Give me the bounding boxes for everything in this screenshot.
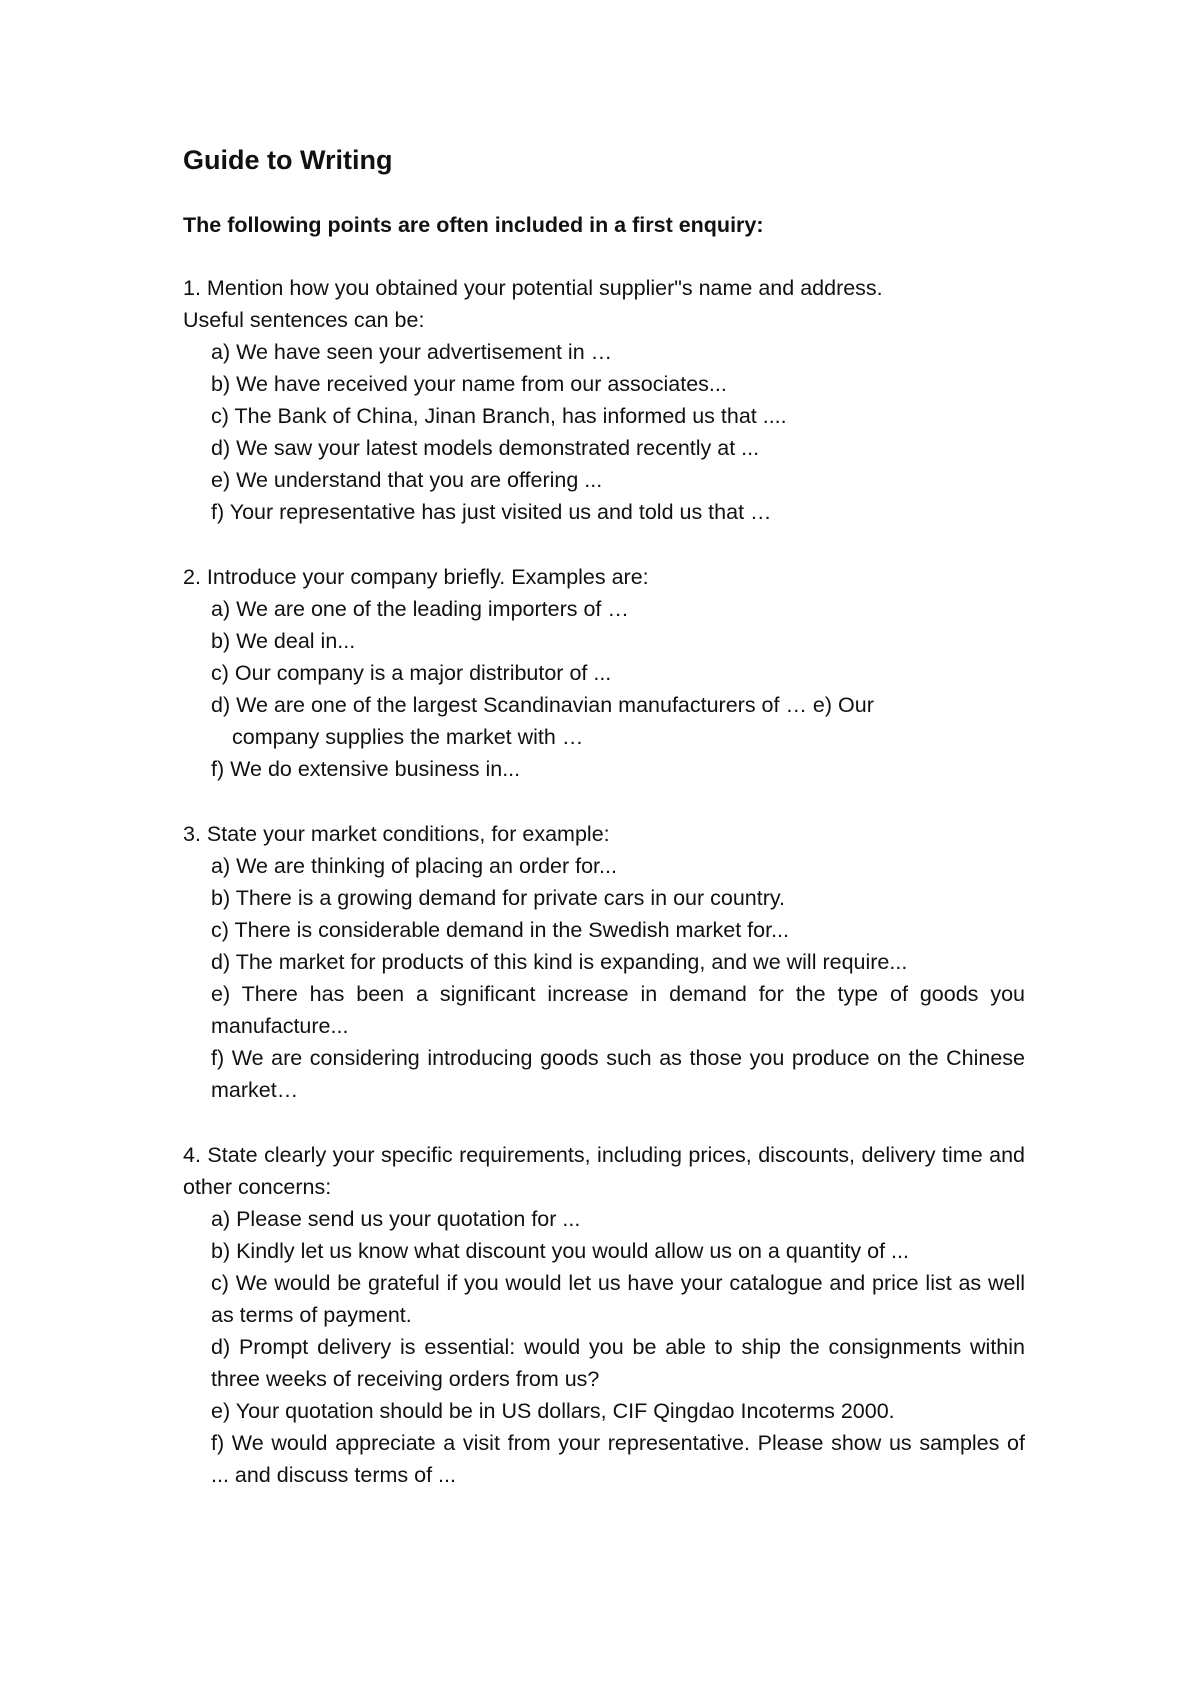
list-item: e) We understand that you are offering ...	[211, 468, 603, 492]
list-item: e) Your quotation should be in US dollars, CIF Qingdao Incoterms 2000.	[211, 1399, 895, 1423]
list-item: b) We deal in...	[211, 629, 356, 653]
list-item: f) We are considering introducing goods such as those you produce on the Chinese market…	[211, 1046, 1025, 1102]
list-item: d) The market for products of this kind is expanding, and we will require...	[211, 950, 908, 974]
list-item: d) Prompt delivery is essential: would you be able to ship the consignments within three weeks of receiving orders from us?	[211, 1335, 1025, 1391]
list-item: a) We are one of the leading importers of …	[211, 597, 629, 621]
list-item: b) We have received your name from our associates...	[211, 372, 727, 396]
section-4	[183, 1139, 1031, 1491]
page-title: Guide to Writing	[183, 145, 393, 175]
list-item: d) We are one of the largest Scandinavian manufacturers of … e) Our company supplies the market with …	[211, 693, 874, 749]
list-item: d) We saw your latest models demonstrated recently at ...	[211, 436, 760, 460]
list-item: f) We do extensive business in...	[211, 757, 521, 781]
list-item: c) The Bank of China, Jinan Branch, has informed us that ....	[211, 404, 787, 428]
page-subtitle: The following points are often included in a first enquiry:	[183, 213, 764, 237]
section-2	[183, 561, 1025, 785]
list-item: a) We have seen your advertisement in …	[211, 340, 613, 364]
list-item: b) There is a growing demand for private cars in our country.	[211, 886, 786, 910]
section-3	[183, 818, 1025, 1106]
example-list	[183, 1203, 1025, 1491]
list-item: f) Your representative has just visited us and told us that …	[211, 500, 772, 524]
list-item: c) Our company is a major distributor of ...	[211, 661, 612, 685]
section-heading: 4. State clearly your specific requirements, including prices, discounts, delivery time and other concerns:	[183, 1143, 1031, 1199]
list-item: c) We would be grateful if you would let us have your catalogue and price list as well as terms of payment.	[211, 1271, 1025, 1327]
section-heading: 2. Introduce your company briefly. Examples are:	[183, 565, 649, 589]
section-heading: 1. Mention how you obtained your potential supplier"s name and address.	[183, 276, 883, 300]
example-list	[183, 336, 1025, 528]
section-heading-continued: Useful sentences can be:	[183, 308, 425, 332]
list-item: a) We are thinking of placing an order for...	[211, 854, 617, 878]
example-list	[183, 593, 1025, 785]
list-item: b) Kindly let us know what discount you would allow us on a quantity of ...	[211, 1239, 909, 1263]
list-item: a) Please send us your quotation for ...	[211, 1207, 581, 1231]
document-page	[183, 143, 1031, 1491]
list-item: f) We would appreciate a visit from your representative. Please show us samples of ... and discuss terms of ...	[211, 1431, 1025, 1487]
section-heading: 3. State your market conditions, for example:	[183, 822, 610, 846]
example-list	[183, 850, 1025, 1106]
section-1	[183, 272, 1025, 528]
list-item: c) There is considerable demand in the Swedish market for...	[211, 918, 790, 942]
list-item: e) There has been a significant increase in demand for the type of goods you manufacture...	[211, 982, 1025, 1038]
